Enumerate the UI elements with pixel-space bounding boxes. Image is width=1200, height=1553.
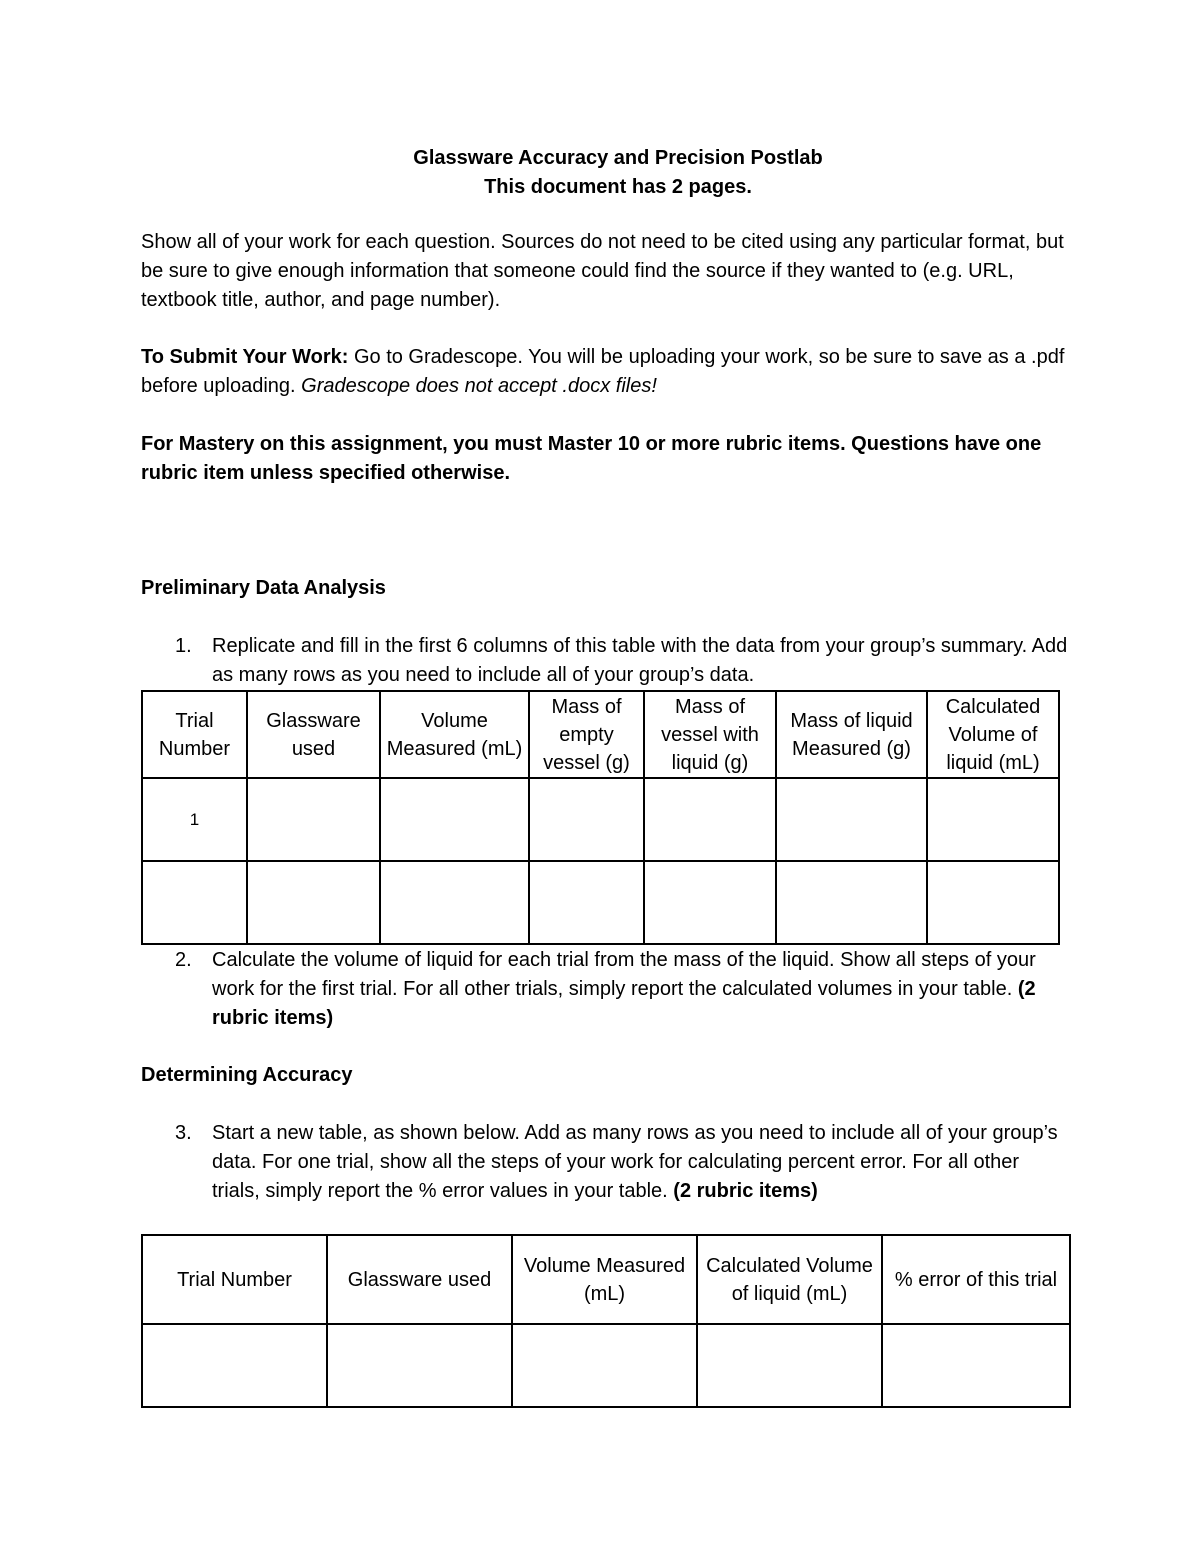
table-cell [247,778,380,861]
table-header: Mass of empty vessel (g) [529,691,644,778]
submit-text: Go to Gradescope. You will be uploading your work, so be sure to save as a .pdf before uploading. [141,346,1065,397]
table-header: Calculated Volume of liquid (mL) [697,1235,882,1324]
table-cell: 1 [142,778,247,861]
table-header: % error of this trial [882,1235,1070,1324]
data-table-1 [141,690,1060,945]
table-cell [776,778,927,861]
question-2 [141,946,1071,1033]
table-cell [776,861,927,944]
table-row [142,861,1059,944]
table-cell [142,1324,327,1407]
table-cell [927,861,1059,944]
rubric-note: (2 rubric items) [673,1180,818,1202]
table-cell [327,1324,512,1407]
table-cell [247,861,380,944]
question-text: Start a new table, as shown below. Add as many rows as you need to include all of your group’s data. For one trial, show all the steps of your work for calculating percent error. For all other trials, simply report the % error values in your table. [212,1122,1058,1202]
question-1 [141,632,1071,690]
table-header: Mass of liquid Measured (g) [776,691,927,778]
table-cell [142,861,247,944]
question-number: 3. [175,1122,192,1144]
table-row [142,1324,1070,1407]
submit-paragraph [141,343,1071,401]
question-number: 2. [175,949,192,971]
table-header: Trial Number [142,691,247,778]
table-cell [697,1324,882,1407]
table-header: Mass of vessel with liquid (g) [644,691,776,778]
rubric-note: (2 rubric items) [212,978,1036,1029]
document-subtitle: This document has 2 pages. [484,176,752,198]
table-cell [644,861,776,944]
table-header: Volume Measured (mL) [512,1235,697,1324]
submit-label: To Submit Your Work: [141,346,349,368]
table-cell [380,861,529,944]
question-text-wrap [212,946,1071,1033]
question-number: 1. [175,635,192,657]
data-table-2 [141,1234,1071,1408]
table-header: Glassware used [327,1235,512,1324]
table-header: Calculated Volume of liquid (mL) [927,691,1059,778]
table-cell [512,1324,697,1407]
table-cell [644,778,776,861]
table-header-row [142,1235,1070,1324]
section-heading-preliminary: Preliminary Data Analysis [141,577,386,599]
table-cell [529,861,644,944]
table-header: Volume Measured (mL) [380,691,529,778]
mastery-paragraph: For Mastery on this assignment, you must Master 10 or more rubric items. Questions have one rubric item unless specified otherwise. [141,433,1042,484]
intro-paragraph: Show all of your work for each question. Sources do not need to be cited using any particular format, but be sure to give enough information that someone could find the source if they wanted to (e.g. URL, textbook title, author, and page number). [141,231,1064,311]
section-heading-accuracy: Determining Accuracy [141,1064,353,1086]
table-header: Trial Number [142,1235,327,1324]
document-title: Glassware Accuracy and Precision Postlab [413,147,823,169]
question-3 [141,1119,1071,1206]
question-text: Calculate the volume of liquid for each trial from the mass of the liquid. Show all steps of your work for the first trial. For all other trials, simply report the calculated volumes in your table. [212,949,1036,1000]
table-cell [380,778,529,861]
question-text: Replicate and fill in the first 6 columns of this table with the data from your group’s summary. Add as many rows as you need to include all of your group’s data. [212,635,1068,686]
table-cell [529,778,644,861]
table-header-row [142,691,1059,778]
table-header: Glassware used [247,691,380,778]
submit-warning: Gradescope does not accept .docx files! [301,375,657,397]
question-text-wrap [212,1119,1071,1206]
table-cell [927,778,1059,861]
title-block [0,144,1200,202]
table-cell [882,1324,1070,1407]
table-row [142,778,1059,861]
